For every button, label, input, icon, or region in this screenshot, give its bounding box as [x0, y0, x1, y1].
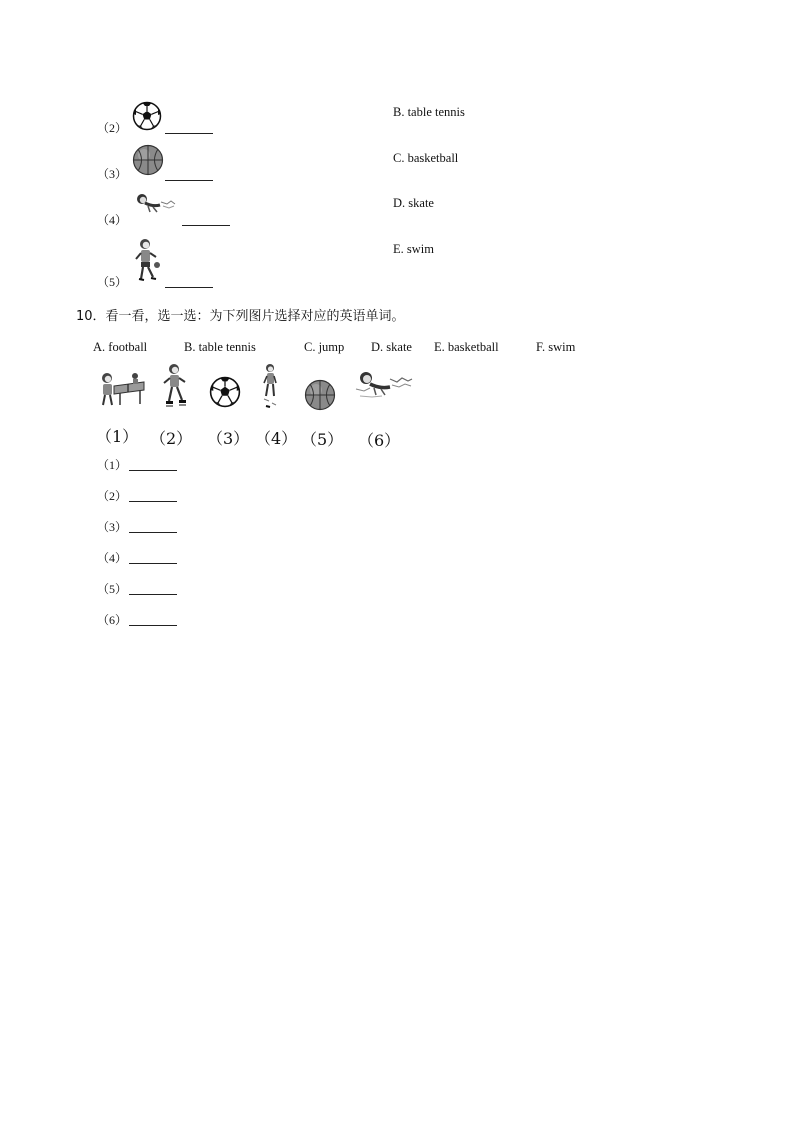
q10-picture-label-6: （6） [358, 431, 401, 450]
child-jumping-icon [260, 363, 280, 411]
q10-choice-b: B. table tennis [184, 340, 256, 354]
q10-choice-d: D. skate [371, 340, 412, 354]
q10-answer-2-blank[interactable] [129, 500, 177, 502]
q9-item-2-number: （2） [97, 121, 128, 135]
q10-answer-3-blank[interactable] [129, 531, 177, 533]
q10-choice-f: F. swim [536, 340, 576, 354]
q10-answer-5-blank[interactable] [129, 593, 177, 595]
q10-answer-4-number: （4） [97, 551, 128, 565]
basketball-icon [304, 379, 336, 411]
q9-option-d: D. skate [393, 196, 434, 210]
q10-answer-1-blank[interactable] [129, 469, 177, 471]
q9-option-b: B. table tennis [393, 105, 465, 119]
q9-item-5-blank[interactable] [165, 286, 213, 288]
q10-picture-label-4: （4） [255, 429, 298, 448]
q9-option-e: E. swim [393, 242, 434, 256]
q10-picture-label-2: （2） [150, 429, 193, 448]
q9-item-5-number: （5） [97, 275, 128, 289]
q10-choice-e: E. basketball [434, 340, 499, 354]
child-running-icon [133, 237, 163, 287]
q10-choice-a: A. football [93, 340, 148, 354]
q9-item-4-number: （4） [97, 213, 128, 227]
child-swimming-icon [133, 191, 179, 219]
table-tennis-icon [98, 370, 146, 408]
q10-picture-label-5: （5） [301, 430, 344, 449]
q10-title: 10．看一看，选一选：为下列图片选择对应的英语单词。 [76, 309, 405, 324]
child-skating-icon [160, 363, 190, 409]
q9-option-c: C. basketball [393, 151, 459, 165]
q9-item-2-blank[interactable] [165, 132, 213, 134]
q10-picture-label-1: （1） [96, 427, 139, 446]
q10-answer-3-number: （3） [97, 520, 128, 534]
soccer-ball-icon [209, 376, 241, 408]
q10-picture-label-3: （3） [207, 429, 250, 448]
child-swimming-icon [352, 369, 414, 403]
q10-choice-c: C. jump [304, 340, 345, 354]
q10-answer-1-number: （1） [97, 458, 128, 472]
basketball-icon [132, 144, 164, 176]
q10-answer-4-blank[interactable] [129, 562, 177, 564]
q9-item-4-blank[interactable] [182, 224, 230, 226]
q10-answer-2-number: （2） [97, 489, 128, 503]
q10-answer-6-number: （6） [97, 613, 128, 627]
soccer-ball-icon [132, 101, 162, 131]
q10-answer-6-blank[interactable] [129, 624, 177, 626]
q10-answer-5-number: （5） [97, 582, 128, 596]
q9-item-3-number: （3） [97, 167, 128, 181]
q9-item-3-blank[interactable] [165, 179, 213, 181]
